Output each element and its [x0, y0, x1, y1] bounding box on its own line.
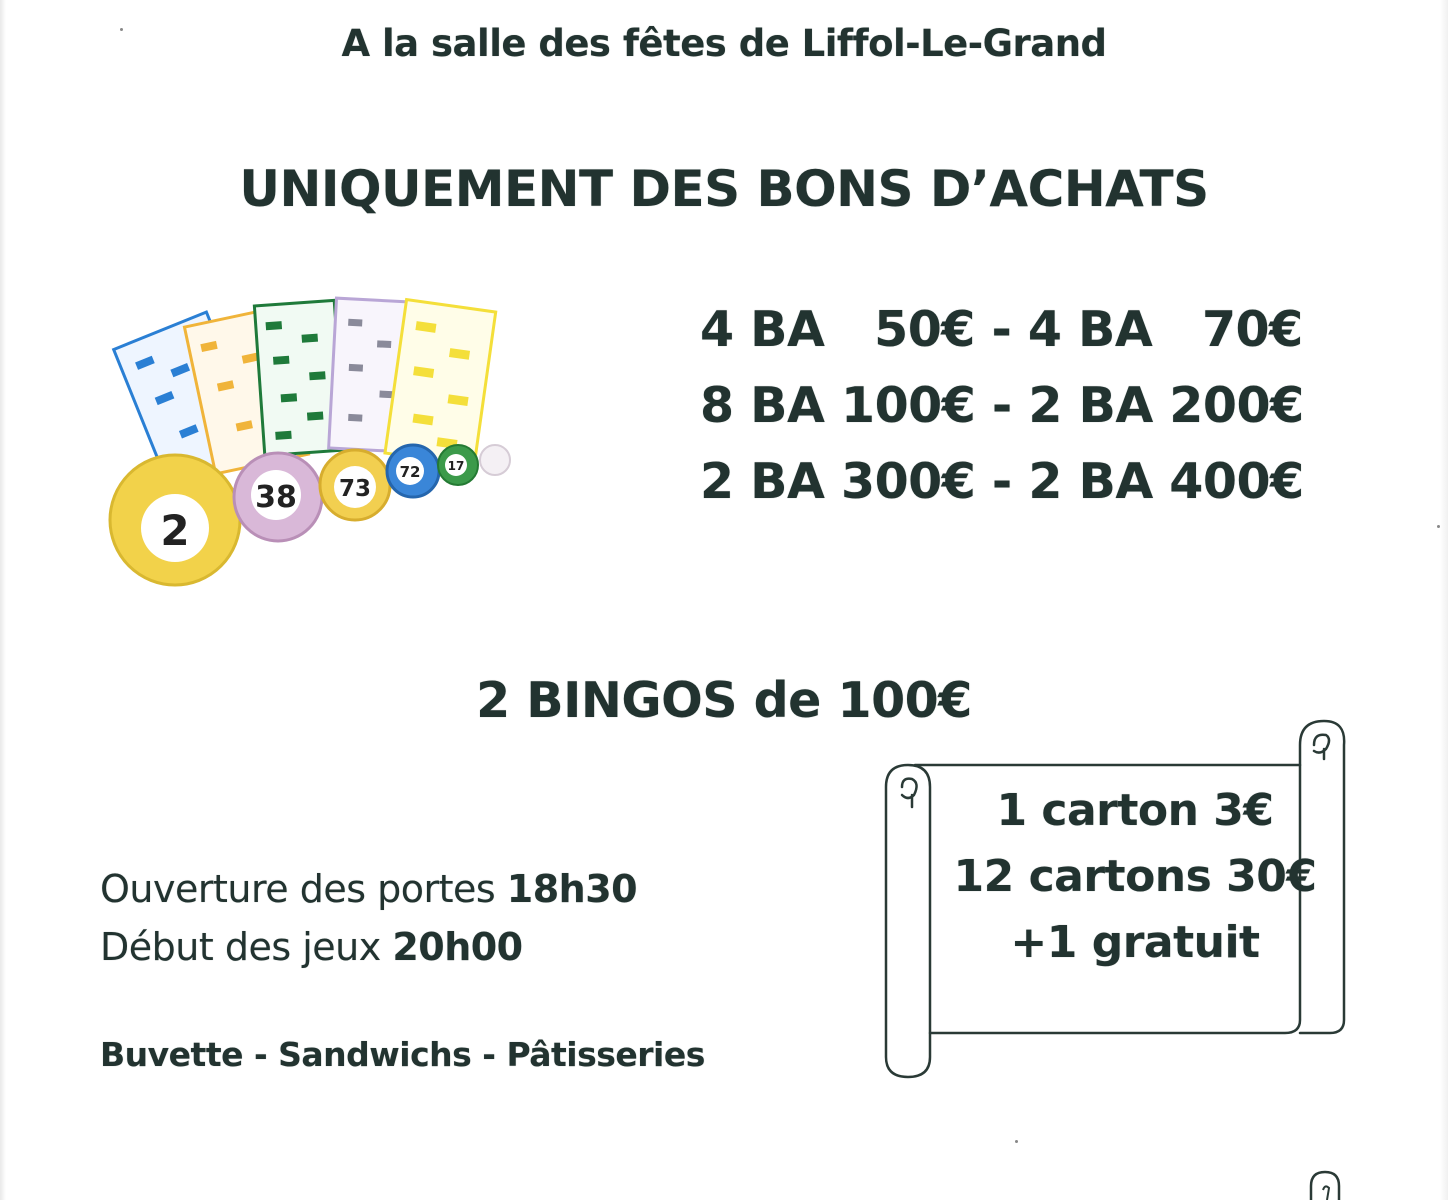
bingo-card-yellow-icon — [385, 300, 496, 466]
bingos-announcement: 2 BINGOS de 100€ — [476, 672, 972, 729]
doors-opening — [100, 860, 637, 918]
prize-line: 4 BA 50€ - 4 BA 70€ — [700, 301, 1303, 358]
schedule — [100, 860, 637, 976]
ball-number-73: 73 — [338, 476, 372, 502]
start-label: Début des jeux — [100, 925, 381, 969]
event-location: A la salle des fêtes de Liffol-Le-Grand — [341, 22, 1107, 65]
scan-speck — [1015, 1140, 1018, 1143]
start-time: 20h00 — [392, 925, 523, 969]
prize-line: 2 BA 300€ - 2 BA 400€ — [700, 453, 1304, 510]
pricing-line: 12 cartons 30€ — [953, 851, 1317, 902]
ball-number-2: 2 — [160, 506, 190, 555]
bingo-illustration — [100, 285, 530, 605]
pricing-box — [930, 778, 1340, 976]
page-curl-mark-icon — [1305, 1168, 1345, 1200]
scan-speck — [1437, 525, 1440, 528]
doors-label: Ouverture des portes — [100, 867, 496, 911]
doors-time: 18h30 — [506, 867, 638, 911]
headline: UNIQUEMENT DES BONS D’ACHATS — [239, 160, 1209, 218]
bingo-ball-72-icon — [387, 445, 439, 497]
bingo-ball-17-icon — [438, 445, 478, 485]
refreshments: Buvette - Sandwichs - Pâtisseries — [100, 1035, 705, 1074]
pricing-line: 1 carton 3€ — [996, 785, 1274, 836]
bingo-ball-73-icon — [320, 450, 390, 520]
pricing-line: +1 gratuit — [1010, 917, 1260, 968]
prize-list — [700, 292, 1320, 520]
ball-number-17: 17 — [447, 459, 465, 473]
bingo-ball-38-icon — [234, 453, 322, 541]
ball-number-72: 72 — [399, 463, 421, 481]
prize-line: 8 BA 100€ - 2 BA 200€ — [700, 377, 1304, 434]
games-start — [100, 918, 637, 976]
ball-number-38: 38 — [255, 480, 297, 515]
bingo-ball-2-icon — [110, 455, 240, 585]
scan-speck — [120, 28, 123, 31]
